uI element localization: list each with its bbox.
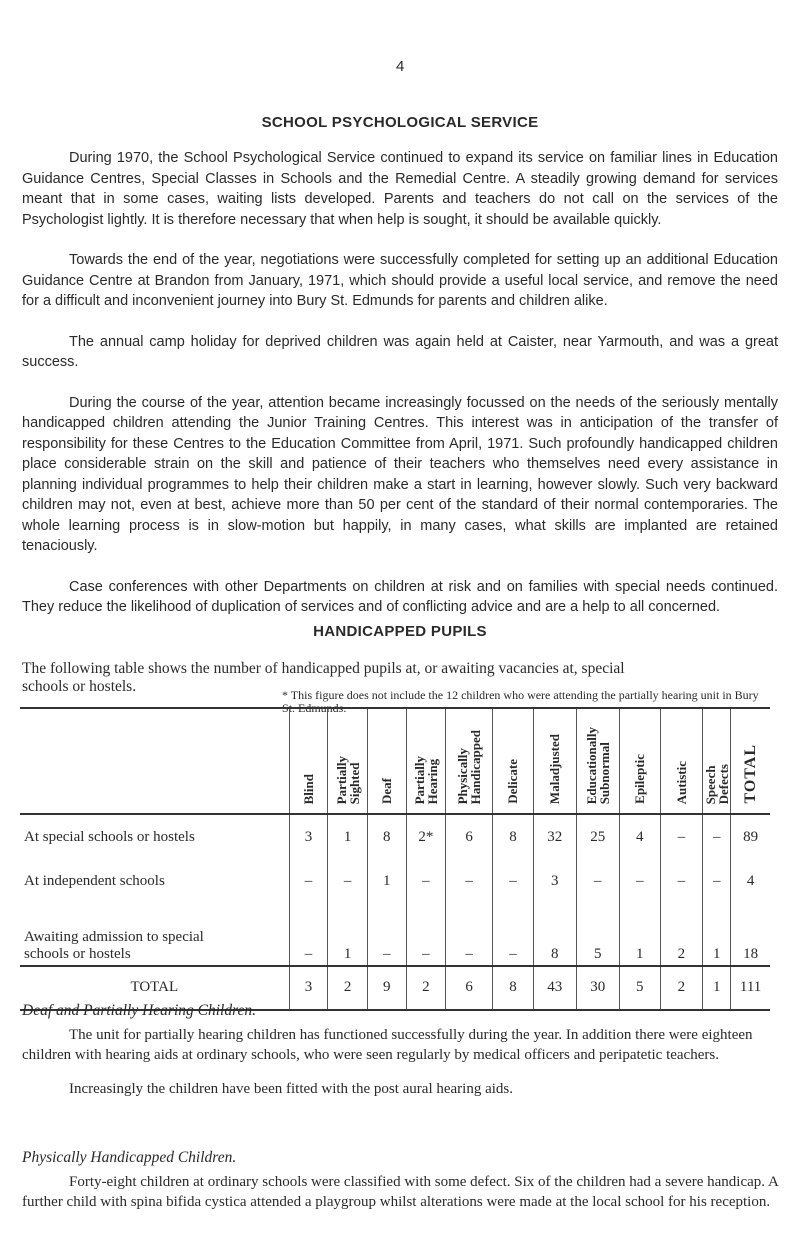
- cell: 2: [328, 966, 367, 1010]
- cell: –: [406, 903, 445, 966]
- cell: 1: [328, 814, 367, 861]
- table-row: [20, 861, 770, 903]
- cell: –: [703, 861, 731, 903]
- cell: –: [660, 814, 703, 861]
- cell: 43: [533, 966, 576, 1010]
- cell: 25: [576, 814, 619, 861]
- cell: 2: [406, 966, 445, 1010]
- cell: 3: [533, 861, 576, 903]
- cell: –: [289, 903, 328, 966]
- table-footnote: * This figure does not include the 12 children who were attending the partially hearing unit in Bury St. Edmunds.: [282, 688, 759, 715]
- header-epileptic: Epileptic: [619, 708, 660, 814]
- cell: –: [493, 903, 534, 966]
- table-row: [20, 814, 770, 861]
- row-label-line-2: schools or hostels: [24, 946, 131, 962]
- header-empty: [20, 708, 289, 814]
- cell: 3: [289, 966, 328, 1010]
- cell-total: 18: [731, 903, 770, 966]
- cell: 1: [328, 903, 367, 966]
- cell: 2: [660, 903, 703, 966]
- cell: 8: [493, 966, 534, 1010]
- heading-physically-handicapped: Physically Handicapped Children.: [22, 1149, 237, 1166]
- cell: –: [703, 814, 731, 861]
- cell: 9: [367, 966, 406, 1010]
- cell: 3: [289, 814, 328, 861]
- cell: 8: [367, 814, 406, 861]
- cell: 2: [660, 966, 703, 1010]
- cell: 4: [619, 814, 660, 861]
- page-number: 4: [396, 58, 405, 75]
- cell-grand-total: 111: [731, 966, 770, 1010]
- cell: –: [619, 861, 660, 903]
- row-label: At special schools or hostels: [24, 828, 195, 845]
- section-title-handicapped-pupils: HANDICAPPED PUPILS: [313, 623, 487, 640]
- header-total: TOTAL: [731, 708, 770, 814]
- header-deaf: Deaf: [367, 708, 406, 814]
- table-header-row: [20, 708, 770, 814]
- cell: –: [446, 861, 493, 903]
- cell: –: [367, 903, 406, 966]
- cell: –: [406, 861, 445, 903]
- paragraph-5: Case conferences with other Departments on children at risk and on families with special needs continued. They reduce the likelihood of duplication of services and of conflicting advice and are a help to all concerned.: [22, 578, 778, 615]
- cell-total: 89: [731, 814, 770, 861]
- row-label-line-1: Awaiting admission to special: [24, 929, 204, 945]
- cell: 8: [493, 814, 534, 861]
- cell: –: [446, 903, 493, 966]
- cell: 2*: [406, 814, 445, 861]
- cell: 1: [703, 903, 731, 966]
- cell: 6: [446, 966, 493, 1010]
- cell: 6: [446, 814, 493, 861]
- heading-deaf-partially-hearing: Deaf and Partially Hearing Children.: [22, 1002, 257, 1019]
- cell: 1: [619, 903, 660, 966]
- header-autistic: Autistic: [660, 708, 703, 814]
- deaf-section-text: [22, 1025, 782, 1099]
- header-blind: Blind: [289, 708, 328, 814]
- row-label: [20, 903, 289, 966]
- psychological-service-text: [22, 148, 778, 618]
- header-delicate: Delicate: [493, 708, 534, 814]
- paragraph: Increasingly the children have been fitted with the post aural hearing aids.: [69, 1081, 514, 1097]
- header-physically-handicapped: Physically Handicapped: [446, 708, 493, 814]
- paragraph-4: During the course of the year, attention became increasingly focussed on the needs of the seriously mentally handicapped children attending the Junior Training Centres. This interest was in anticipation of the transfer of responsibility for these Centres to the Education Committee from April, 1971. Such profoundly handicapped children place considerable strain on the skill and patience of their teachers who themselves need every assistance in planning individual programmes to help their children make a start in learning, however slowly. Such very backward children may not, even at best, achieve more than 50 per cent of the standard of their normal contemporaries. The whole learning process is in slow-motion but happily, in many cases, what skills are implanted are retained tenaciously.: [22, 394, 778, 554]
- header-partially-hearing: Partially Hearing: [406, 708, 445, 814]
- paragraph-1: During 1970, the School Psychological Service continued to expand its service on familiar lines in Education Guidance Centres, Special Classes in Schools and the Remedial Centre. A steadily growing demand for services meant that in some cases, waiting lists developed. Parents and teachers do not call on the services of the Psychologist lightly. It is therefore necessary that when help is sought, it should be available quickly.: [22, 150, 778, 228]
- section-title-psychological-service: SCHOOL PSYCHOLOGICAL SERVICE: [261, 114, 539, 131]
- cell: –: [328, 861, 367, 903]
- physically-handicapped-text: [22, 1172, 782, 1212]
- header-partially-sighted: Partially Sighted: [328, 708, 367, 814]
- cell: 5: [576, 903, 619, 966]
- cell: 1: [703, 966, 731, 1010]
- header-speech-defects: Speech Defects: [703, 708, 731, 814]
- paragraph: Forty-eight children at ordinary schools were classified with some defect. Six of the children had a severe handicap. A further child with spina bifida cystica attended a playgroup whilst alterations were made at the local school for his reception.: [22, 1174, 778, 1210]
- header-maladjusted: Maladjusted: [533, 708, 576, 814]
- cell-total: 4: [731, 861, 770, 903]
- table-intro-line-1: The following table shows the number of handicapped pupils at, or awaiting vacancies at, special: [22, 660, 625, 677]
- cell: 30: [576, 966, 619, 1010]
- paragraph: The unit for partially hearing children has functioned successfully during the year. In addition there were eighteen children with hearing aids at ordinary schools, who were seen regularly by medical officers and peripatetic teachers.: [22, 1027, 753, 1063]
- paragraph-2: Towards the end of the year, negotiations were successfully completed for setting up an additional Education Guidance Centre at Brandon from January, 1971, which should provide a useful local service, and remove the need for a difficult and inconvenient journey into Bury St. Edmunds for parents and children alike.: [22, 252, 778, 309]
- cell: 32: [533, 814, 576, 861]
- cell: 8: [533, 903, 576, 966]
- row-label: At independent schools: [24, 872, 165, 889]
- cell: –: [289, 861, 328, 903]
- table-intro-line-2: schools or hostels.: [22, 678, 137, 695]
- cell: 5: [619, 966, 660, 1010]
- cell: –: [493, 861, 534, 903]
- cell: –: [660, 861, 703, 903]
- cell: –: [576, 861, 619, 903]
- table-row: [20, 903, 770, 966]
- handicapped-pupils-table: [20, 707, 770, 1011]
- cell: 1: [367, 861, 406, 903]
- paragraph-3: The annual camp holiday for deprived children was again held at Caister, near Yarmouth, and was a great success.: [22, 333, 778, 370]
- header-educationally-subnormal: Educationally Subnormal: [576, 708, 619, 814]
- total-row-label: TOTAL: [20, 966, 289, 1010]
